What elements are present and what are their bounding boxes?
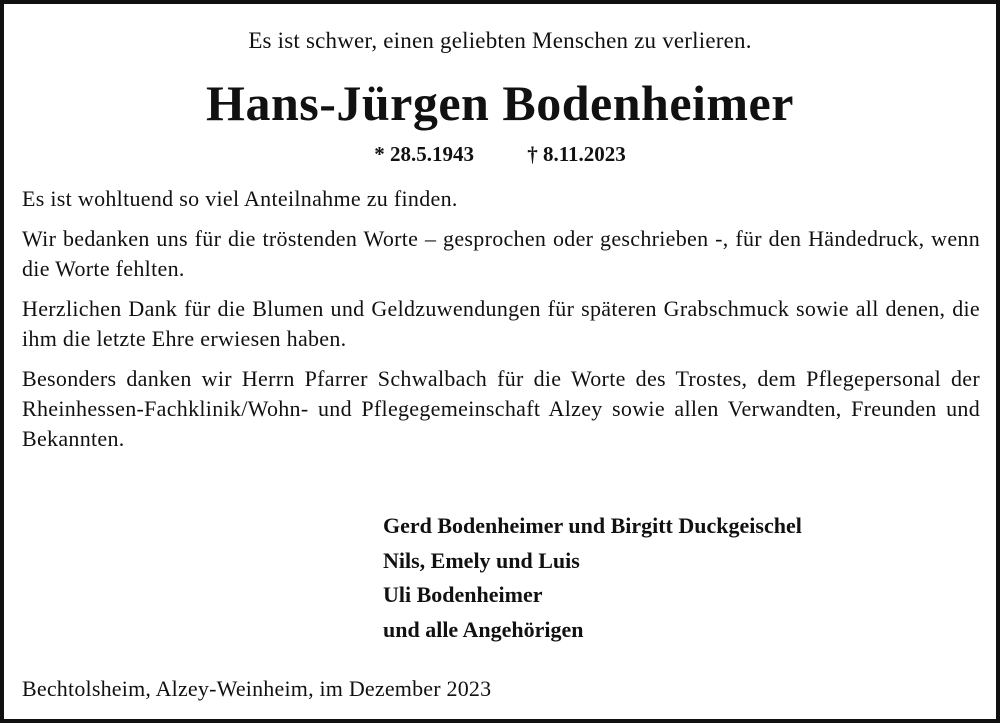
deceased-name: Hans-Jürgen Bodenheimer [206,75,794,131]
paragraph: Wir bedanken uns für die tröstenden Worte – gesprochen oder geschrieben -, für den Händedruck, wenn die Worte fehlten. [22,226,980,281]
paragraph: Es ist wohltuend so viel Anteilnahme zu finden. [22,186,458,211]
signatory: Nils, Emely und Luis [383,547,580,573]
death-date: † 8.11.2023 [527,142,626,166]
birth-date: * 28.5.1943 [374,142,474,166]
signatory: Gerd Bodenheimer und Birgitt Duckgeischel [383,513,802,538]
motto: Es ist schwer, einen geliebten Menschen zu verlieren. [248,28,752,53]
signatories [383,509,802,647]
paragraph: Besonders danken wir Herrn Pfarrer Schwalbach für die Worte des Trostes, dem Pflegepersonal der Rheinhessen-Fachklinik/Wohn- und Pflegegemeinschaft Alzey sowie allen Verwandten, Freunden und Bekannten. [22,366,980,451]
paragraph: Herzlichen Dank für die Blumen und Geldzuwendungen für späteren Grabschmuck sowie all denen, die ihm die letzte Ehre erwiesen haben. [22,296,980,351]
signatory: und alle Angehörigen [383,616,584,642]
place-and-date: Bechtolsheim, Alzey-Weinheim, im Dezember 2023 [22,676,492,701]
signatory: Uli Bodenheimer [383,582,543,607]
life-dates [0,142,1000,167]
thanks-text [22,184,980,464]
